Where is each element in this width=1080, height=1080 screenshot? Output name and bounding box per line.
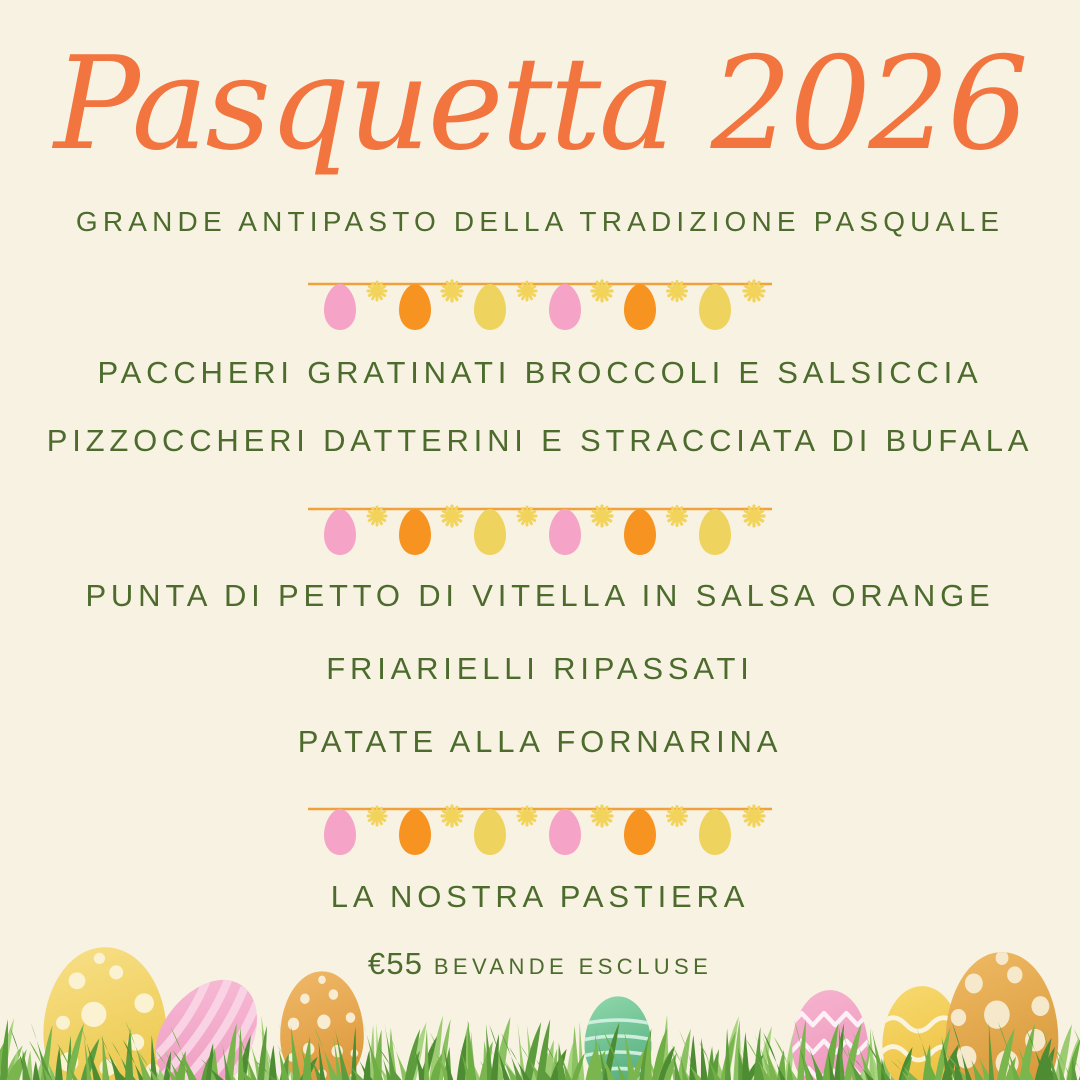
egg-garland-divider-icon [308, 799, 772, 863]
price-line [0, 946, 1080, 982]
menu-item-dessert: LA NOSTRA PASTIERA [330, 879, 750, 914]
menu-item-antipasto: GRANDE ANTIPASTO DELLA TRADIZIONE PASQUALE [75, 206, 1005, 237]
menu-item-primo: PACCHERI GRATINATI BROCCOLI E SALSICCIA [97, 355, 983, 390]
egg-garland-divider-icon [308, 499, 772, 563]
menu-item-secondo: PUNTA DI PETTO DI VITELLA IN SALSA ORANGE [85, 578, 995, 613]
menu-item-contorno: FRIARIELLI RIPASSATI [326, 651, 754, 686]
page-title: Pasquetta 2026 [53, 29, 1027, 179]
menu-item-primo: PIZZOCCHERI DATTERINI E STRACCIATA DI BUFALA [46, 423, 1034, 458]
price-note: BEVANDE ESCLUSE [433, 954, 713, 979]
egg-garland-divider-icon [308, 274, 772, 338]
menu-item-contorno: PATATE ALLA FORNARINA [297, 724, 783, 759]
price-value: €55 [367, 946, 424, 981]
